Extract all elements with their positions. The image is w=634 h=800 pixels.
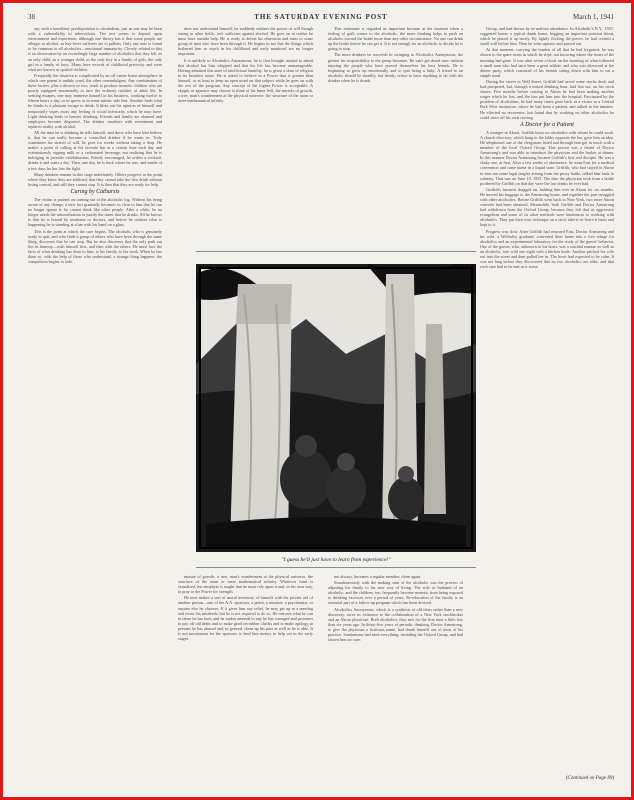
illustration-caption: "I guess he'll just have to learn from experience!" — [281, 557, 391, 563]
column-left — [28, 26, 162, 781]
paragraph: Progress was slow. After Griffith had returned East, Doctor Armstrong and his wife, a Wellesley graduate, converted their home into a free refuge for alcoholics and an experimental laboratory for the study of the guests' behavior. One of the guests, who, unknown to his hosts, was a suicidal maniac as well as an alcoholic, tore wild one night with a kitchen knife. Another pitched his wife out into the street and then pulled her in. The hosts had expected to be calm. It was not long before they discovered that no two alcoholics are alike, and that each case had to be met as it arose. — [480, 228, 614, 270]
masthead: THE SATURDAY EVENING POST — [254, 13, 388, 21]
cartoon-illustration — [196, 264, 476, 552]
paragraph: does not understand himself, he suddenly realizes the power of will though strong in other fields, isn't sufficient against alcohol. He goes on to realize he must have outside help. He is ready to defeat his obsession and turns to some group of men who have been through it. He begins to see that the things which bothered him so much in his childhood and early manhood are no longer important. — [178, 26, 313, 57]
divider-rule — [196, 251, 476, 252]
paragraph: During the career in Well Street, Griffith had saved some stocks deals and had prospered, but, through a mixed drinking bout, had lost out, on his stock shares. Five months before coming to Akron he had been making another wager which he lost, and the loss put him into the hospital. Fascinated by the problem of alcoholism, he had many times gone back as a visitor to a Central Park West institution, where he had been a patient, and talked to the inmates. He effected no recoveries, but found that by working on other alcoholics he could stave off his own craving. — [480, 78, 614, 120]
subheading: A Doctor for a Patient — [520, 121, 574, 128]
paragraph: minute of growth, a tree, man's wonderment at the physical universe, the structure of the atom or mere mathematical infinity. Whatever form is visualized, the neophyte is taught that he must rely upon it and, in his own way, to pray to the Power for strength. — [178, 574, 313, 595]
paragraph: not always, becomes a regular member, clean again. — [334, 574, 422, 579]
issue-date: March 1, 1941 — [572, 13, 614, 21]
column-middle-bottom — [178, 574, 313, 781]
paragraph: ary, with a hereditary predisposition to alcoholism, just as one may be born with a vulnerability to tuberculosis. The rest seems to depend upon environment and experience, although one theory has it that some people are allergic to alcohol, as hay-fever sufferers are to pollens. Only one note is found to be common to all alcoholics—emotional immaturity. Closely related to this is an observation by an exceedingly large number of alcoholics that they felt, as an only child, as a younger child, as the only boy in a family of girls, the only girl in a family of boys. Many have records of childhood precocity and were what are known as spoiled children. — [28, 26, 162, 72]
page-header — [28, 11, 614, 23]
divider-rule — [196, 567, 476, 568]
paragraph: The more drinkers he succeeds in swinging to Alcoholics Anonymous, the greater his responsibility to the group becomes. He can't get drunk now without injuring the people who have proved themselves his best friends. He is beginning to grow up emotionally and to quit being a baby. A friend to an alcoholic should be steadily, but firmly, refuse to have anything to do with the drinker when he is drunk. — [328, 52, 463, 83]
paragraph: This is the point at which the cure begins. The alcoholic who is genuinely ready to quit, and who finds a group of others who have been through the same thing, discovers that he can stop. But he also discovers that the only path out lies in honesty—with himself first, and then with the others. He must face the facts of what drinking has done to him, to his family, to his work. When he has done so, with the help of those who understand, a strange thing happens: the compulsion begins to fade. — [28, 228, 162, 265]
paragraph: It is unlikely to Alcoholics Anonymous, he is first brought around to admit that alcohol has him whipped and that his life has become unmanageable. Having admitted this state of intellectual humility, he is given a dose of religion in its broadest sense. He is asked to believe in a Power that is greater than himself, or at least to keep an open mind on that subject while he goes on with the rest of the program. Any concept of the higher Power is acceptable. A skeptic or agnostic may choose to think of his Inner Self, the miracle of growth, a tree, man's wonderment at the physical universe, the structure of the atom or mere mathematical infinity. — [178, 57, 313, 104]
paragraph: The victim is pushed on coming out of the alcoholic fog. Without his being aware of any change, a new fact gradually becomes so clear to him that he can no longer ignore it: he cannot drink like other people. After a while, he no longer needs the rationalization to justify the times that he drinks. All he knows is that he is bound by treatment or doctors, and before he realizes what is happening he is standing at a bar with his hand on a glass. — [28, 197, 162, 228]
paragraph: Griffith's lawsuits dragged on, holding him over in Akron for six months. He moved his baggage to the Armstrong home, and together the pair struggled with other alcoholics. Before Griffith went back to New York, two more Akron converts had been obtained. Meanwhile, both Griffith and Doctor Armstrong had withdrawn from the Oxford Group, because they felt that its aggressive evangelism and some of its other methods were hindrances to working with alcoholics. They put their own technique on a strict take-it-or-leave-it basis and kept to it. — [480, 186, 614, 228]
magazine-page — [28, 11, 614, 786]
column-right — [480, 26, 614, 774]
paragraph: Frequently the situation is complicated by an off-center home atmosphere in which one parent is unduly cruel, the other overindulgent. Any combination of these factors, plus a divorce or two, tends to produce neurotic children who are poorly equipped emotionally to face the ordinary realities of adult life. In seeking escapes, one may immerse himself in his business, working twelve to fifteen hours a day, or in sports or in some artistic side line. Another finds what he thinks is a pleasant escape in drink. It blots out his opinion of himself and temporarily wipes away any feeling of social inferiority which he may have. Light drinking leads to heavier drinking. Friends and family are alarmed and employers become disgusted. The drinker smothers with resentment and replaces reality with alcohol. — [28, 72, 162, 129]
column-middle2-top — [328, 26, 463, 236]
paragraph: Simultaneously with the making start of the alcoholic was the process of adjusting his family to his new way of living. The wife or husband of an alcoholic, and the children, too, frequently become neurotic from being exposed to drinking excesses over a period of years. Re-education of the family is an essential part of a follow-up program which has been devised. — [328, 580, 463, 606]
paragraph: Group, and had shown by in-and-out attendance. In Alcoholic's N.Y., 1937, suggested home, a typical drunk home, begging an important position about, which he placed it up nicely. By lightly flicking the pieces, he had created a small wall before him. Then he went upstairs and passed out. — [480, 26, 614, 47]
paragraph: At that moment, carrying the burden of all that he had forgotten, he was shown to the spare room in which he slept, not knowing where the hours of the morning had gone. It was after seven o'clock on the morning of what followed a small man who had once been a great athlete, and who was afterward at the dinner party, which consisted of his friends sitting down with him to eat a simple meal. — [480, 47, 614, 78]
paragraph: This nickname is regarded as important because at the moment when a feeling of guilt comes to the alcoholic, the mere thinking helps to push an alcoholic toward the bottle more than any other circumstance. No one can drink up the bottle before he can get it. It is not enough for an alcoholic to decide he is going to stop. — [328, 26, 463, 52]
paragraph: Many drinkers remain in this stage indefinitely. Others progress to the point where they know they are addicted, that they cannot take the first drink without losing control, and still they cannot stop. It is then that they are ready for help. — [28, 171, 162, 187]
paragraph: He next makes a sort of moral inventory of himself with the private aid of another person—one of the A.A. sponsors, a priest, a minister, a psychiatrist, or anyone else he chooses. If it gives him any relief, he may get up at a meeting and recite his misdeeds, but he is not required to do so. He restores what he can to those he has hurt, and he makes amends to any he has wronged and promises to pay off old debts and to make good on rubber checks and to make apology to persons he has abused and, in general, clean up his past as well as he is able. It is not uncommon for the sponsors to lend him money to help out in the early stages. — [178, 595, 313, 642]
continued-notice: (Continued on Page 89) — [565, 776, 614, 781]
paragraph: All the time he is drinking he tells himself, and those who have him believe it, that he can really become a controlled drinker if he wants to. Truly sometimes for stretch of will, he goes for weeks without taking a drop. He makes a point of calling at his favorite bar at a certain time each day and ostentatiously sipping milk or a carbonated beverage, not realizing that he is indulging in juvenile exhibitionism. Falsely encouraged, he orders a cocktail, drinks it and waits a day. Then, one day, he is back where he was, and inside of a few days he has lost the fight. — [28, 129, 162, 171]
subheading: Curing by Catharsis — [70, 188, 120, 195]
page-number: 38 — [28, 13, 35, 21]
column-middle-top — [178, 26, 313, 236]
column-middle2-bottom — [328, 574, 463, 781]
paragraph: A stranger in Akron, Griffith knew no alcoholics with whom he could work. A church directory, which hung in the lobby opposite the bar, gave him an idea. He telephoned one of the clergymen listed and through him got in touch with a member of the local Oxford Group. This person was a friend of Doctor Armstrong's and was able to introduce the physician and the broker at dinner. In this manner Doctor Armstrong became Griffith's first real disciple. He was a shaky one, at first. After a few weeks of abstinence, he went East for a medical convention and came home in a liquid state. Griffith, who had stayed in Akron to iron out some legal tangles arising from the proxy battle, talked him back to sobriety. That was on June 10, 1935. The date the physician took from a bottle proffered by Griffith on that day were the last drinks he ever had. — [480, 129, 614, 186]
paragraph: Alcoholics Anonymous, which is a synthesis of old ideas rather than a new discovery, owes its existence to the collaboration of a New York stockbroker and an Akron physician. Both alcoholics, they met for the first time a little less than six years ago. In thirty-five years of periodic drinking, Doctor Armstrong, to give the physician a fictitious name, had drunk himself out of most of his practice. Sanitariums had tried everything, including the Oxford Group, and had shown him no cure. — [328, 606, 463, 643]
